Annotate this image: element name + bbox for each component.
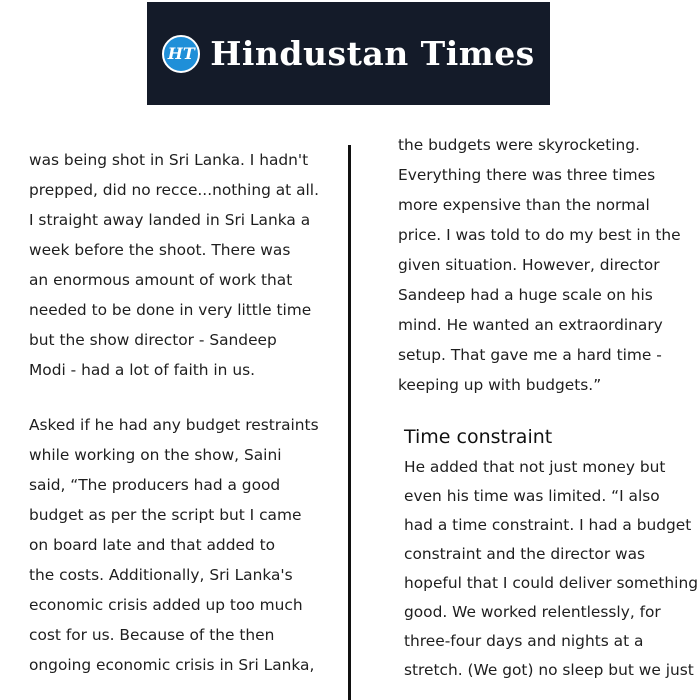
text-line: ongoing economic crisis in Sri Lanka, <box>29 656 315 674</box>
column-divider <box>348 145 351 700</box>
text-line: given situation. However, director <box>398 256 660 274</box>
text-line: said, “The producers had a good <box>29 476 281 494</box>
text-line: He added that not just money but <box>404 458 666 476</box>
text-line: Modi - had a lot of faith in us. <box>29 361 255 379</box>
text-line: had a time constraint. I had a budget <box>404 516 692 534</box>
masthead-title: Hindustan Times <box>210 34 535 73</box>
text-line: Asked if he had any budget restraints <box>29 416 319 434</box>
masthead <box>147 2 550 105</box>
text-line: prepped, did no recce...nothing at all. <box>29 181 319 199</box>
text-line: setup. That gave me a hard time - <box>398 346 662 364</box>
text-line: good. We worked relentlessly, for <box>404 603 661 621</box>
text-line: constraint and the director was <box>404 545 646 563</box>
text-line: even his time was limited. “I also <box>404 487 660 505</box>
text-line: cost for us. Because of the then <box>29 626 275 644</box>
section-subheading: Time constraint <box>404 426 553 448</box>
text-line: the costs. Additionally, Sri Lanka's <box>29 566 293 584</box>
text-line: while working on the show, Saini <box>29 446 282 464</box>
text-line: budget as per the script but I came <box>29 506 302 524</box>
text-line: mind. He wanted an extraordinary <box>398 316 663 334</box>
text-line: keeping up with budgets.” <box>398 376 602 394</box>
text-line: more expensive than the normal <box>398 196 650 214</box>
ht-logo-badge: HT <box>162 35 200 73</box>
text-line: on board late and that added to <box>29 536 276 554</box>
text-line: price. I was told to do my best in the <box>398 226 681 244</box>
text-line: three-four days and nights at a <box>404 632 644 650</box>
text-line: week before the shoot. There was <box>29 241 291 259</box>
text-line: Sandeep had a huge scale on his <box>398 286 653 304</box>
text-line: but the show director - Sandeep <box>29 331 277 349</box>
text-line: stretch. (We got) no sleep but we just <box>404 661 694 679</box>
text-line: hopeful that I could deliver something <box>404 574 698 592</box>
text-line: the budgets were skyrocketing. <box>398 136 640 154</box>
text-line: I straight away landed in Sri Lanka a <box>29 211 311 229</box>
text-line: was being shot in Sri Lanka. I hadn't <box>29 151 309 169</box>
text-line: economic crisis added up too much <box>29 596 303 614</box>
text-line: an enormous amount of work that <box>29 271 293 289</box>
text-line: needed to be done in very little time <box>29 301 312 319</box>
text-line: Everything there was three times <box>398 166 656 184</box>
